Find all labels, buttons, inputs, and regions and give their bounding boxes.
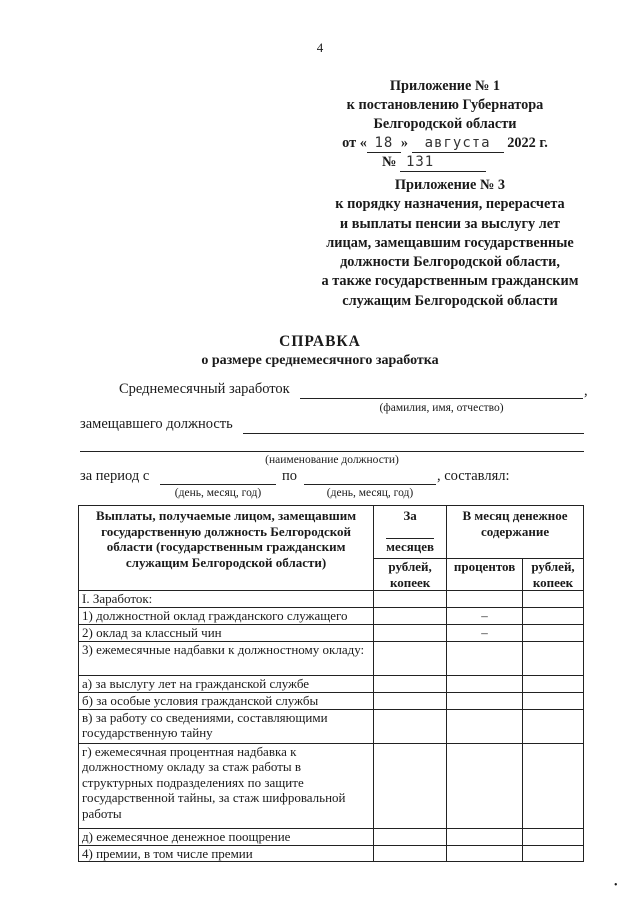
position-label: замещавшего должность: [80, 416, 233, 432]
table-row: [79, 692, 584, 709]
row-label: г) ежемесячная процентная надбавка к должностному окладу за стаж работы в структурных подразделениях по защите государственной тайны, за стаж шифровальной работы: [79, 743, 374, 828]
cell-rub-2[interactable]: [523, 709, 584, 743]
header-months: месяцев: [386, 538, 435, 554]
table-row: [79, 709, 584, 743]
period-from-field[interactable]: [160, 484, 276, 485]
fio-field-line[interactable]: [300, 398, 583, 399]
table-row: [79, 743, 584, 828]
cell-rub-1[interactable]: [374, 828, 447, 845]
cell-rub-1[interactable]: [374, 624, 447, 641]
date-day: 18: [367, 135, 401, 153]
appendix-1-title: Приложение № 1: [389, 78, 501, 94]
row-label: 4) премии, в том числе премии: [79, 845, 374, 862]
subheader-rub-1: рублей, копеек: [374, 559, 447, 591]
period-from-label: за период с: [80, 468, 150, 484]
position-field-line-1[interactable]: [243, 433, 584, 434]
period-to-field[interactable]: [304, 484, 436, 485]
cell-rub-2[interactable]: [523, 607, 584, 624]
table-header-row: [79, 506, 584, 559]
appendix-1-number: [330, 153, 560, 172]
table-row: [79, 607, 584, 624]
scan-mark: •: [614, 880, 618, 891]
table-row: [79, 591, 584, 608]
cell-pct[interactable]: [447, 709, 523, 743]
appendix-3-line6: а также государственным гражданским: [321, 273, 579, 290]
salary-table: [78, 505, 584, 862]
period-result-label: , составлял:: [437, 468, 510, 484]
cell-rub-1[interactable]: [374, 641, 447, 675]
table-body: [79, 591, 584, 862]
cell-rub-2[interactable]: [523, 641, 584, 675]
cell-pct[interactable]: [447, 828, 523, 845]
fio-comma: ,: [584, 383, 588, 399]
date-mid: »: [400, 135, 409, 151]
appendix-3-line3: и выплаты пенсии за выслугу лет: [339, 215, 561, 232]
table-row: [79, 828, 584, 845]
fio-hint: (фамилия, имя, отчество): [379, 402, 504, 414]
cell-rub-1[interactable]: [374, 591, 447, 608]
appendix-3-line2: к порядку назначения, перерасчета: [335, 196, 565, 213]
row-label: 2) оклад за классный чин: [79, 624, 374, 641]
cell-rub-1[interactable]: [374, 845, 447, 862]
cell-pct[interactable]: [447, 845, 523, 862]
cell-pct[interactable]: [447, 641, 523, 675]
appendix-3-header: [300, 176, 600, 311]
header-for: За: [403, 508, 417, 523]
appendix-3-line7: служащим Белгородской области: [342, 292, 558, 309]
appendix-1-line2: к постановлению Губернатора: [346, 97, 544, 113]
date-prefix: от «: [342, 135, 367, 151]
header-payments: Выплаты, получаемые лицом, замещавшим государственную должность Белгородской области (государственным гражданским служащим Белгородской области): [79, 506, 374, 591]
cell-rub-2[interactable]: [523, 845, 584, 862]
position-field-line-2[interactable]: [80, 451, 584, 452]
header-monthly: В месяц денежное содержание: [447, 506, 584, 559]
cell-rub-2[interactable]: [523, 591, 584, 608]
cell-pct[interactable]: –: [447, 624, 523, 641]
cell-rub-1[interactable]: [374, 607, 447, 624]
row-label: д) ежемесячное денежное поощрение: [79, 828, 374, 845]
doc-subtitle: о размере среднемесячного заработка: [201, 353, 439, 368]
date-year: 2022 г.: [507, 135, 548, 151]
cell-rub-1[interactable]: [374, 709, 447, 743]
row-label: б) за особые условия гражданской службы: [79, 692, 374, 709]
appendix-1-header: [330, 77, 560, 172]
appendix-3-title: Приложение № 3: [394, 177, 506, 193]
avg-salary-label: Среднемесячный заработок: [119, 381, 290, 397]
cell-rub-2[interactable]: [523, 624, 584, 641]
cell-rub-1[interactable]: [374, 675, 447, 692]
cell-pct[interactable]: [447, 692, 523, 709]
subheader-rub-2: рублей, копеек: [523, 559, 584, 591]
cell-rub-1[interactable]: [374, 692, 447, 709]
appendix-3-line5: должности Белгородской области,: [340, 254, 560, 271]
period-to-label: по: [282, 468, 298, 484]
row-label: I. Заработок:: [79, 591, 374, 608]
cell-rub-2[interactable]: [523, 743, 584, 828]
cell-pct[interactable]: [447, 591, 523, 608]
number-prefix: №: [382, 154, 397, 170]
cell-pct[interactable]: [447, 675, 523, 692]
doc-title: СПРАВКА: [279, 333, 361, 350]
cell-rub-2[interactable]: [523, 675, 584, 692]
cell-rub-1[interactable]: [374, 743, 447, 828]
appendix-1-line3: Белгородской области: [373, 116, 517, 132]
appendix-3-line4: лицам, замещавшим государственные: [326, 234, 574, 251]
date-month: августа: [412, 135, 504, 153]
position-hint: (наименование должности): [265, 454, 399, 466]
cell-pct[interactable]: –: [447, 607, 523, 624]
table-row: [79, 845, 584, 862]
cell-pct[interactable]: [447, 743, 523, 828]
cell-rub-2[interactable]: [523, 828, 584, 845]
cell-rub-2[interactable]: [523, 692, 584, 709]
row-label: 1) должностной оклад гражданского служащего: [79, 607, 374, 624]
appendix-1-date: [330, 134, 560, 153]
header-for-months: [374, 506, 447, 559]
date-hint-to: (день, месяц, год): [326, 487, 414, 499]
table-row: [79, 624, 584, 641]
table-row: [79, 675, 584, 692]
subheader-pct: процентов: [447, 559, 523, 591]
number-value: 131: [400, 154, 486, 172]
row-label: 3) ежемесячные надбавки к должностному окладу:: [79, 641, 374, 675]
date-hint-from: (день, месяц, год): [174, 487, 262, 499]
row-label: а) за выслугу лет на гражданской службе: [79, 675, 374, 692]
table-row: [79, 641, 584, 675]
row-label: в) за работу со сведениями, составляющими государственную тайну: [79, 709, 374, 743]
page-number: 4: [316, 40, 324, 55]
